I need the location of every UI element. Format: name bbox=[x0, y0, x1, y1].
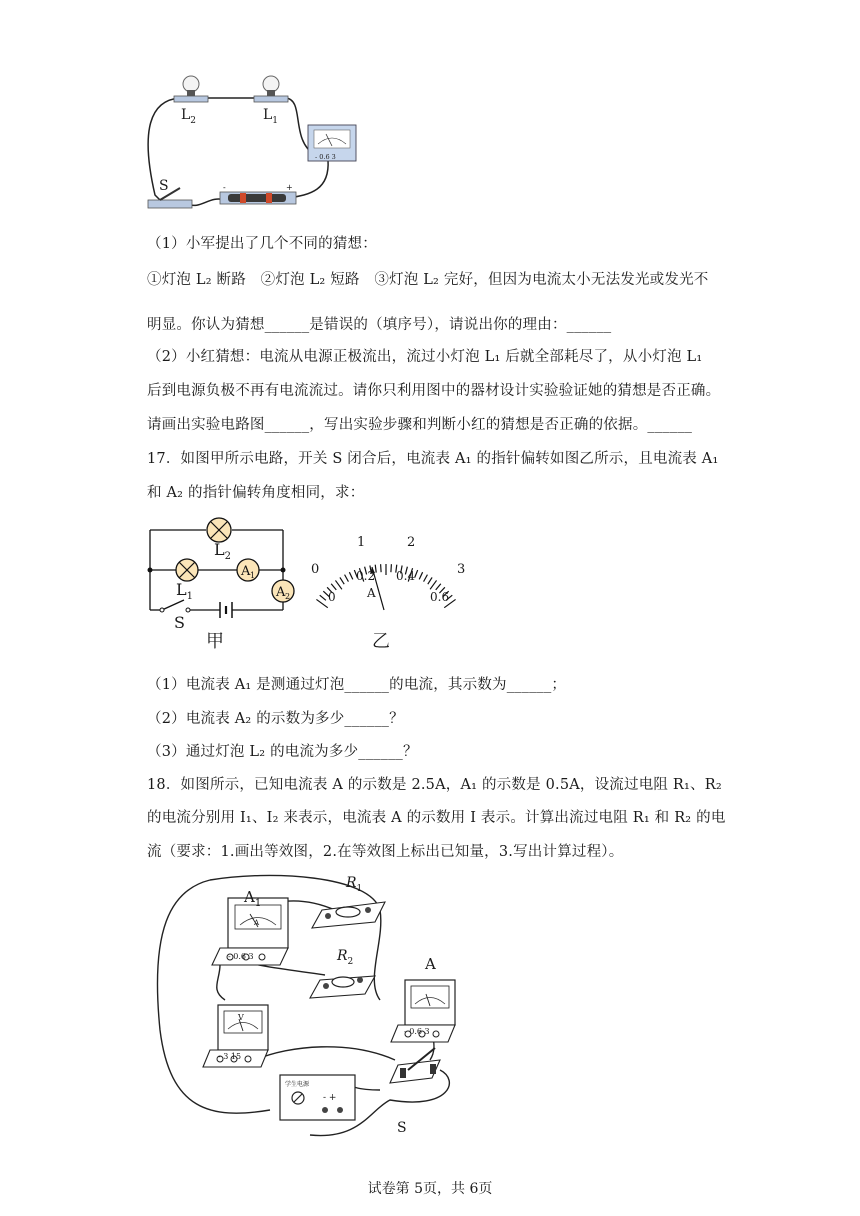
label-jia-l2: $L_2$ bbox=[214, 540, 231, 563]
svg-text:1: 1 bbox=[250, 571, 256, 580]
svg-text:A: A bbox=[276, 585, 286, 600]
q16-part2-line2: 后到电源负极不再有电流流过。请你只利用图中的器材设计实验验证她的猜想是否正确。 bbox=[147, 383, 721, 399]
q18-volt-scale: - 3 15 bbox=[218, 1052, 242, 1061]
dial-tick bbox=[424, 575, 428, 582]
q18-label-v: V bbox=[238, 1013, 244, 1022]
page-footer: 试卷第 5页，共 6页 bbox=[367, 1181, 493, 1197]
q17-sub1: （1）电流表 A₁ 是测通过灯泡______的电流，其示数为______； bbox=[147, 677, 567, 693]
dial-tick bbox=[320, 595, 326, 600]
battery-minus: - bbox=[223, 183, 226, 192]
ammeter-a1-icon bbox=[237, 559, 259, 581]
dial-tick bbox=[345, 575, 349, 582]
q17-sub3: （3）通过灯泡 L₂ 的电流为多少______？ bbox=[147, 744, 418, 760]
circuit-figure-1 bbox=[140, 70, 360, 215]
dial-tick bbox=[331, 584, 336, 590]
q17-stem-line1: 17．如图甲所示电路，开关 S 闭合后，电流表 A₁ 的指针偏转如图乙所示，且电流表 A₁ bbox=[147, 451, 719, 467]
dial-tick bbox=[381, 564, 382, 572]
dial-tick bbox=[375, 565, 376, 573]
ammeter-dial-yi bbox=[300, 530, 475, 625]
ammeter-a2-icon bbox=[272, 580, 294, 602]
dial-top-tick-1: 1 bbox=[357, 535, 366, 550]
dial-tick bbox=[415, 570, 418, 577]
dial-tick bbox=[430, 580, 436, 589]
svg-text:A: A bbox=[254, 919, 260, 927]
bulb-l1-icon bbox=[254, 76, 288, 102]
label-jia-s: S bbox=[174, 613, 185, 632]
q16-part1-line2: ①灯泡 L₂ 断路 ②灯泡 L₂ 短路 ③灯泡 L₂ 完好，但因为电流太小无法发光或发光不 bbox=[147, 272, 709, 288]
caption-jia: 甲 bbox=[206, 631, 224, 652]
q18-label-a: A bbox=[425, 955, 436, 973]
q18-label-r2: $R_2$ bbox=[337, 948, 354, 967]
q18-stem-line3: 流（要求：1.画出等效图，2.在等效图上标出已知量，3.写出计算过程）。 bbox=[147, 844, 624, 860]
q16-part2-line3: 请画出实验电路图______，写出实验步骤和判断小红的猜想是否正确的依据。______ bbox=[147, 417, 693, 433]
lamp-l2-icon bbox=[207, 518, 231, 542]
dial-tick bbox=[391, 564, 392, 572]
dial-tick bbox=[419, 572, 422, 579]
q16-part2-line1: （2）小红猜想：电流从电源正极流出，流过小灯泡 L₁ 后就全部耗尽了，从小灯泡 L₁ bbox=[147, 349, 703, 365]
dial-bottom-tick-1: 0.2 bbox=[356, 569, 376, 583]
q18-supply-terms: - + bbox=[323, 1093, 337, 1103]
battery-icon bbox=[220, 183, 296, 204]
svg-text:A: A bbox=[241, 564, 251, 579]
label-l1: $L_1$ bbox=[263, 107, 279, 126]
dial-bottom-tick-3: 0.6 bbox=[430, 590, 450, 604]
q18-label-s: S bbox=[397, 1120, 407, 1136]
dial-tick bbox=[340, 577, 344, 584]
q18-label-a1: $A_1$ bbox=[244, 888, 262, 909]
bulb-l2-icon bbox=[174, 76, 208, 102]
resistor-r2-icon bbox=[310, 976, 375, 998]
dial-tick bbox=[316, 599, 327, 607]
q18-label-r1: $R_1$ bbox=[346, 875, 363, 894]
dial-bottom-tick-2: 0.4 bbox=[396, 569, 416, 583]
dial-top-tick-2: 2 bbox=[407, 535, 416, 550]
label-jia-l1: $L_1$ bbox=[176, 580, 193, 603]
dial-tick bbox=[428, 577, 432, 584]
q17-stem-line2: 和 A₂ 的指针偏转角度相同，求： bbox=[147, 485, 365, 501]
dial-top-tick-0: 0 bbox=[311, 562, 320, 577]
caption-yi: 乙 bbox=[372, 631, 390, 652]
dial-tick bbox=[335, 580, 341, 589]
q17-sub2: （2）电流表 A₂ 的示数为多少______？ bbox=[147, 711, 404, 727]
q18-supply-label: 学生电源 bbox=[285, 1081, 310, 1088]
q16-part1-line3: 明显。你认为猜想______是错误的（填序号），请说出你的理由：______ bbox=[147, 317, 612, 333]
q18-meter-a1-scale: - 0.6 3 bbox=[228, 952, 254, 961]
dial-top-tick-3: 3 bbox=[457, 562, 466, 577]
circuit-figure-q18 bbox=[150, 870, 480, 1160]
svg-text:- 0.6 3: - 0.6 3 bbox=[315, 153, 336, 161]
svg-text:2: 2 bbox=[285, 592, 291, 601]
ammeter-icon bbox=[308, 125, 356, 161]
dial-tick bbox=[436, 584, 441, 590]
q18-meter-a-scale: - 0.6 3 bbox=[404, 1027, 430, 1036]
q18-stem-line1: 18．如图所示，已知电流表 A 的示数是 2.5A，A₁ 的示数是 0.5A，设流过电阻 R₁、R₂ bbox=[147, 777, 722, 793]
dial-tick bbox=[349, 572, 352, 579]
label-l2: $L_2$ bbox=[181, 107, 197, 126]
battery-plus: + bbox=[286, 183, 293, 192]
dial-bottom-tick-0: 0 bbox=[328, 590, 336, 604]
dial-unit: A bbox=[367, 586, 376, 600]
label-s: S bbox=[159, 178, 169, 194]
q16-part1-line1: （1）小军提出了几个不同的猜想： bbox=[147, 236, 377, 252]
q18-stem-line2: 的电流分别用 I₁、I₂ 来表示，电流表 A 的示数用 I 表示。计算出流过电阻 R₁ 和 R₂ 的电 bbox=[147, 810, 726, 826]
lamp-l1-icon bbox=[176, 559, 198, 581]
